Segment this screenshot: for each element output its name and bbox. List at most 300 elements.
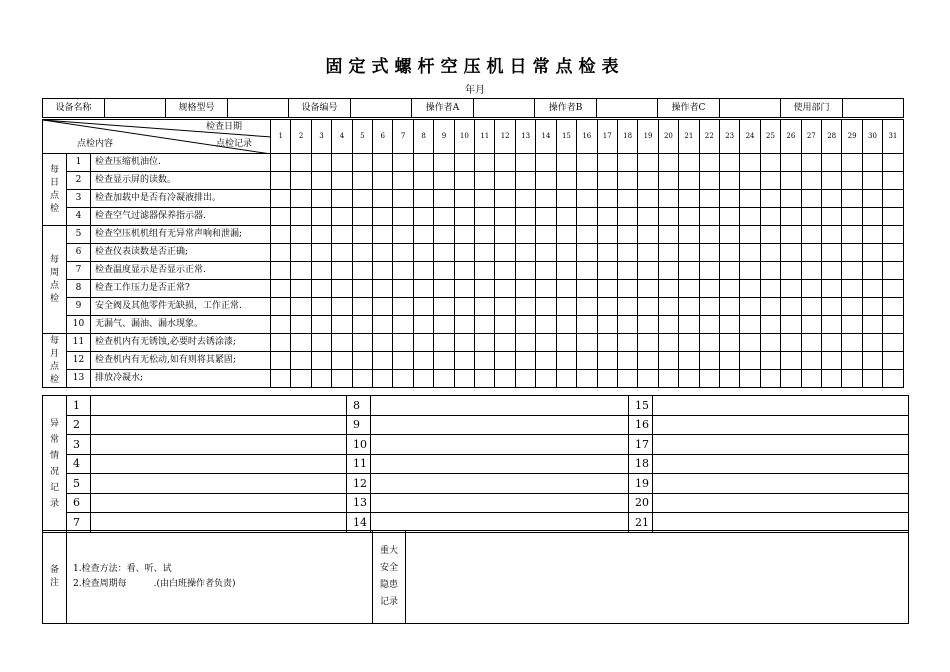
- day-check-cell[interactable]: [801, 226, 821, 244]
- day-check-cell[interactable]: [271, 190, 291, 208]
- day-check-cell[interactable]: [801, 280, 821, 298]
- day-check-cell[interactable]: [454, 334, 474, 352]
- day-check-cell[interactable]: [699, 298, 719, 316]
- day-check-cell[interactable]: [556, 262, 576, 280]
- day-check-cell[interactable]: [271, 208, 291, 226]
- day-check-cell[interactable]: [373, 190, 393, 208]
- day-check-cell[interactable]: [536, 298, 556, 316]
- day-check-cell[interactable]: [801, 316, 821, 334]
- day-check-cell[interactable]: [719, 208, 739, 226]
- abnormal-record-field[interactable]: [371, 474, 629, 494]
- day-check-cell[interactable]: [454, 280, 474, 298]
- day-check-cell[interactable]: [536, 280, 556, 298]
- day-check-cell[interactable]: [781, 262, 801, 280]
- day-check-cell[interactable]: [862, 172, 882, 190]
- abnormal-record-field[interactable]: [653, 474, 909, 494]
- abnormal-record-field[interactable]: [653, 454, 909, 474]
- day-check-cell[interactable]: [617, 280, 637, 298]
- header-value-field[interactable]: [843, 99, 904, 118]
- day-check-cell[interactable]: [515, 334, 535, 352]
- day-check-cell[interactable]: [862, 316, 882, 334]
- day-check-cell[interactable]: [515, 280, 535, 298]
- day-check-cell[interactable]: [617, 226, 637, 244]
- day-check-cell[interactable]: [821, 244, 841, 262]
- day-check-cell[interactable]: [515, 190, 535, 208]
- abnormal-record-field[interactable]: [371, 454, 629, 474]
- day-check-cell[interactable]: [740, 154, 760, 172]
- day-check-cell[interactable]: [577, 352, 597, 370]
- day-check-cell[interactable]: [495, 226, 515, 244]
- day-check-cell[interactable]: [638, 244, 658, 262]
- day-check-cell[interactable]: [311, 370, 331, 388]
- day-check-cell[interactable]: [883, 316, 903, 334]
- day-check-cell[interactable]: [454, 352, 474, 370]
- day-check-cell[interactable]: [393, 298, 413, 316]
- day-check-cell[interactable]: [515, 370, 535, 388]
- abnormal-record-field[interactable]: [371, 415, 629, 435]
- abnormal-record-field[interactable]: [91, 474, 347, 494]
- day-check-cell[interactable]: [842, 154, 862, 172]
- day-check-cell[interactable]: [373, 334, 393, 352]
- day-check-cell[interactable]: [883, 298, 903, 316]
- day-check-cell[interactable]: [271, 298, 291, 316]
- day-check-cell[interactable]: [658, 316, 678, 334]
- day-check-cell[interactable]: [393, 226, 413, 244]
- day-check-cell[interactable]: [434, 262, 454, 280]
- day-check-cell[interactable]: [556, 226, 576, 244]
- day-check-cell[interactable]: [617, 316, 637, 334]
- day-check-cell[interactable]: [475, 298, 495, 316]
- day-check-cell[interactable]: [679, 208, 699, 226]
- day-check-cell[interactable]: [536, 226, 556, 244]
- day-check-cell[interactable]: [454, 244, 474, 262]
- day-check-cell[interactable]: [658, 190, 678, 208]
- day-check-cell[interactable]: [821, 316, 841, 334]
- day-check-cell[interactable]: [413, 154, 433, 172]
- day-check-cell[interactable]: [883, 262, 903, 280]
- day-check-cell[interactable]: [413, 244, 433, 262]
- day-check-cell[interactable]: [475, 190, 495, 208]
- day-check-cell[interactable]: [781, 298, 801, 316]
- day-check-cell[interactable]: [679, 334, 699, 352]
- day-check-cell[interactable]: [719, 370, 739, 388]
- day-check-cell[interactable]: [413, 190, 433, 208]
- day-check-cell[interactable]: [515, 298, 535, 316]
- day-check-cell[interactable]: [862, 298, 882, 316]
- day-check-cell[interactable]: [760, 262, 780, 280]
- day-check-cell[interactable]: [536, 334, 556, 352]
- day-check-cell[interactable]: [842, 280, 862, 298]
- day-check-cell[interactable]: [699, 316, 719, 334]
- day-check-cell[interactable]: [679, 352, 699, 370]
- day-check-cell[interactable]: [658, 226, 678, 244]
- day-check-cell[interactable]: [352, 352, 372, 370]
- day-check-cell[interactable]: [413, 280, 433, 298]
- day-check-cell[interactable]: [883, 226, 903, 244]
- day-check-cell[interactable]: [862, 244, 882, 262]
- day-check-cell[interactable]: [536, 262, 556, 280]
- day-check-cell[interactable]: [332, 334, 352, 352]
- day-check-cell[interactable]: [719, 190, 739, 208]
- day-check-cell[interactable]: [577, 316, 597, 334]
- day-check-cell[interactable]: [577, 262, 597, 280]
- day-check-cell[interactable]: [760, 298, 780, 316]
- day-check-cell[interactable]: [495, 154, 515, 172]
- day-check-cell[interactable]: [617, 334, 637, 352]
- day-check-cell[interactable]: [311, 154, 331, 172]
- day-check-cell[interactable]: [332, 208, 352, 226]
- day-check-cell[interactable]: [556, 316, 576, 334]
- day-check-cell[interactable]: [821, 172, 841, 190]
- day-check-cell[interactable]: [434, 244, 454, 262]
- day-check-cell[interactable]: [454, 154, 474, 172]
- day-check-cell[interactable]: [291, 316, 311, 334]
- day-check-cell[interactable]: [658, 280, 678, 298]
- day-check-cell[interactable]: [475, 172, 495, 190]
- day-check-cell[interactable]: [495, 190, 515, 208]
- abnormal-record-field[interactable]: [653, 493, 909, 513]
- header-value-field[interactable]: [351, 99, 412, 118]
- abnormal-record-field[interactable]: [91, 454, 347, 474]
- day-check-cell[interactable]: [862, 154, 882, 172]
- day-check-cell[interactable]: [821, 370, 841, 388]
- day-check-cell[interactable]: [577, 244, 597, 262]
- day-check-cell[interactable]: [760, 154, 780, 172]
- day-check-cell[interactable]: [495, 244, 515, 262]
- day-check-cell[interactable]: [475, 334, 495, 352]
- day-check-cell[interactable]: [719, 280, 739, 298]
- day-check-cell[interactable]: [434, 298, 454, 316]
- day-check-cell[interactable]: [556, 298, 576, 316]
- day-check-cell[interactable]: [373, 262, 393, 280]
- day-check-cell[interactable]: [883, 370, 903, 388]
- day-check-cell[interactable]: [352, 172, 372, 190]
- day-check-cell[interactable]: [434, 172, 454, 190]
- day-check-cell[interactable]: [577, 154, 597, 172]
- day-check-cell[interactable]: [495, 298, 515, 316]
- day-check-cell[interactable]: [413, 370, 433, 388]
- day-check-cell[interactable]: [740, 298, 760, 316]
- day-check-cell[interactable]: [638, 298, 658, 316]
- day-check-cell[interactable]: [556, 154, 576, 172]
- day-check-cell[interactable]: [475, 280, 495, 298]
- day-check-cell[interactable]: [658, 370, 678, 388]
- day-check-cell[interactable]: [638, 190, 658, 208]
- day-check-cell[interactable]: [617, 370, 637, 388]
- day-check-cell[interactable]: [413, 226, 433, 244]
- day-check-cell[interactable]: [271, 244, 291, 262]
- header-value-field[interactable]: [105, 99, 166, 118]
- day-check-cell[interactable]: [434, 154, 454, 172]
- day-check-cell[interactable]: [821, 352, 841, 370]
- day-check-cell[interactable]: [658, 172, 678, 190]
- day-check-cell[interactable]: [597, 280, 617, 298]
- day-check-cell[interactable]: [332, 280, 352, 298]
- day-check-cell[interactable]: [271, 154, 291, 172]
- day-check-cell[interactable]: [658, 154, 678, 172]
- day-check-cell[interactable]: [781, 154, 801, 172]
- day-check-cell[interactable]: [332, 352, 352, 370]
- day-check-cell[interactable]: [679, 172, 699, 190]
- day-check-cell[interactable]: [760, 316, 780, 334]
- header-value-field[interactable]: [597, 99, 658, 118]
- day-check-cell[interactable]: [801, 298, 821, 316]
- day-check-cell[interactable]: [556, 208, 576, 226]
- day-check-cell[interactable]: [679, 154, 699, 172]
- day-check-cell[interactable]: [597, 262, 617, 280]
- day-check-cell[interactable]: [719, 262, 739, 280]
- day-check-cell[interactable]: [679, 316, 699, 334]
- day-check-cell[interactable]: [291, 226, 311, 244]
- day-check-cell[interactable]: [291, 334, 311, 352]
- day-check-cell[interactable]: [495, 334, 515, 352]
- day-check-cell[interactable]: [291, 298, 311, 316]
- day-check-cell[interactable]: [862, 226, 882, 244]
- day-check-cell[interactable]: [352, 280, 372, 298]
- day-check-cell[interactable]: [597, 226, 617, 244]
- day-check-cell[interactable]: [352, 298, 372, 316]
- day-check-cell[interactable]: [332, 316, 352, 334]
- day-check-cell[interactable]: [699, 334, 719, 352]
- day-check-cell[interactable]: [495, 208, 515, 226]
- day-check-cell[interactable]: [271, 370, 291, 388]
- day-check-cell[interactable]: [271, 280, 291, 298]
- day-check-cell[interactable]: [883, 208, 903, 226]
- day-check-cell[interactable]: [781, 316, 801, 334]
- day-check-cell[interactable]: [413, 334, 433, 352]
- day-check-cell[interactable]: [515, 262, 535, 280]
- day-check-cell[interactable]: [311, 208, 331, 226]
- day-check-cell[interactable]: [821, 154, 841, 172]
- day-check-cell[interactable]: [373, 370, 393, 388]
- day-check-cell[interactable]: [760, 334, 780, 352]
- day-check-cell[interactable]: [373, 226, 393, 244]
- day-check-cell[interactable]: [638, 154, 658, 172]
- day-check-cell[interactable]: [821, 190, 841, 208]
- day-check-cell[interactable]: [495, 316, 515, 334]
- day-check-cell[interactable]: [495, 172, 515, 190]
- day-check-cell[interactable]: [291, 352, 311, 370]
- day-check-cell[interactable]: [434, 334, 454, 352]
- day-check-cell[interactable]: [352, 226, 372, 244]
- day-check-cell[interactable]: [393, 280, 413, 298]
- abnormal-record-field[interactable]: [371, 493, 629, 513]
- day-check-cell[interactable]: [821, 280, 841, 298]
- day-check-cell[interactable]: [434, 316, 454, 334]
- day-check-cell[interactable]: [658, 352, 678, 370]
- day-check-cell[interactable]: [597, 244, 617, 262]
- header-value-field[interactable]: [228, 99, 289, 118]
- day-check-cell[interactable]: [332, 298, 352, 316]
- day-check-cell[interactable]: [597, 298, 617, 316]
- day-check-cell[interactable]: [740, 316, 760, 334]
- day-check-cell[interactable]: [495, 370, 515, 388]
- day-check-cell[interactable]: [617, 262, 637, 280]
- day-check-cell[interactable]: [740, 208, 760, 226]
- day-check-cell[interactable]: [801, 208, 821, 226]
- day-check-cell[interactable]: [740, 280, 760, 298]
- day-check-cell[interactable]: [536, 190, 556, 208]
- day-check-cell[interactable]: [393, 262, 413, 280]
- day-check-cell[interactable]: [454, 208, 474, 226]
- day-check-cell[interactable]: [393, 244, 413, 262]
- day-check-cell[interactable]: [781, 280, 801, 298]
- day-check-cell[interactable]: [760, 190, 780, 208]
- day-check-cell[interactable]: [597, 208, 617, 226]
- day-check-cell[interactable]: [740, 352, 760, 370]
- day-check-cell[interactable]: [332, 226, 352, 244]
- day-check-cell[interactable]: [556, 280, 576, 298]
- day-check-cell[interactable]: [556, 370, 576, 388]
- day-check-cell[interactable]: [373, 154, 393, 172]
- day-check-cell[interactable]: [434, 280, 454, 298]
- day-check-cell[interactable]: [842, 316, 862, 334]
- day-check-cell[interactable]: [393, 316, 413, 334]
- day-check-cell[interactable]: [842, 262, 862, 280]
- day-check-cell[interactable]: [475, 316, 495, 334]
- day-check-cell[interactable]: [515, 226, 535, 244]
- day-check-cell[interactable]: [597, 190, 617, 208]
- day-check-cell[interactable]: [699, 262, 719, 280]
- day-check-cell[interactable]: [536, 316, 556, 334]
- day-check-cell[interactable]: [311, 280, 331, 298]
- day-check-cell[interactable]: [373, 280, 393, 298]
- day-check-cell[interactable]: [842, 352, 862, 370]
- day-check-cell[interactable]: [699, 370, 719, 388]
- day-check-cell[interactable]: [536, 370, 556, 388]
- day-check-cell[interactable]: [556, 334, 576, 352]
- day-check-cell[interactable]: [332, 154, 352, 172]
- day-check-cell[interactable]: [862, 262, 882, 280]
- day-check-cell[interactable]: [271, 226, 291, 244]
- day-check-cell[interactable]: [883, 352, 903, 370]
- day-check-cell[interactable]: [475, 154, 495, 172]
- day-check-cell[interactable]: [862, 190, 882, 208]
- day-check-cell[interactable]: [291, 190, 311, 208]
- day-check-cell[interactable]: [679, 280, 699, 298]
- day-check-cell[interactable]: [821, 226, 841, 244]
- day-check-cell[interactable]: [454, 172, 474, 190]
- day-check-cell[interactable]: [801, 352, 821, 370]
- day-check-cell[interactable]: [781, 334, 801, 352]
- day-check-cell[interactable]: [699, 280, 719, 298]
- day-check-cell[interactable]: [393, 352, 413, 370]
- day-check-cell[interactable]: [495, 280, 515, 298]
- day-check-cell[interactable]: [536, 244, 556, 262]
- day-check-cell[interactable]: [577, 334, 597, 352]
- day-check-cell[interactable]: [719, 298, 739, 316]
- day-check-cell[interactable]: [699, 172, 719, 190]
- day-check-cell[interactable]: [495, 262, 515, 280]
- day-check-cell[interactable]: [311, 190, 331, 208]
- day-check-cell[interactable]: [638, 226, 658, 244]
- abnormal-record-field[interactable]: [653, 396, 909, 416]
- day-check-cell[interactable]: [577, 172, 597, 190]
- day-check-cell[interactable]: [475, 262, 495, 280]
- day-check-cell[interactable]: [842, 172, 862, 190]
- day-check-cell[interactable]: [271, 334, 291, 352]
- day-check-cell[interactable]: [434, 190, 454, 208]
- day-check-cell[interactable]: [617, 208, 637, 226]
- header-value-field[interactable]: [720, 99, 781, 118]
- day-check-cell[interactable]: [536, 172, 556, 190]
- day-check-cell[interactable]: [760, 280, 780, 298]
- day-check-cell[interactable]: [413, 172, 433, 190]
- day-check-cell[interactable]: [801, 370, 821, 388]
- day-check-cell[interactable]: [311, 262, 331, 280]
- day-check-cell[interactable]: [821, 334, 841, 352]
- day-check-cell[interactable]: [781, 352, 801, 370]
- day-check-cell[interactable]: [821, 262, 841, 280]
- day-check-cell[interactable]: [842, 190, 862, 208]
- abnormal-record-field[interactable]: [653, 415, 909, 435]
- day-check-cell[interactable]: [719, 244, 739, 262]
- day-check-cell[interactable]: [597, 316, 617, 334]
- day-check-cell[interactable]: [883, 154, 903, 172]
- day-check-cell[interactable]: [291, 172, 311, 190]
- day-check-cell[interactable]: [413, 298, 433, 316]
- day-check-cell[interactable]: [434, 352, 454, 370]
- day-check-cell[interactable]: [658, 208, 678, 226]
- day-check-cell[interactable]: [740, 226, 760, 244]
- day-check-cell[interactable]: [862, 334, 882, 352]
- day-check-cell[interactable]: [515, 244, 535, 262]
- day-check-cell[interactable]: [801, 190, 821, 208]
- day-check-cell[interactable]: [597, 352, 617, 370]
- day-check-cell[interactable]: [883, 334, 903, 352]
- day-check-cell[interactable]: [760, 370, 780, 388]
- day-check-cell[interactable]: [352, 334, 372, 352]
- day-check-cell[interactable]: [515, 316, 535, 334]
- day-check-cell[interactable]: [638, 172, 658, 190]
- day-check-cell[interactable]: [332, 244, 352, 262]
- day-check-cell[interactable]: [515, 172, 535, 190]
- day-check-cell[interactable]: [597, 370, 617, 388]
- day-check-cell[interactable]: [679, 190, 699, 208]
- day-check-cell[interactable]: [373, 244, 393, 262]
- day-check-cell[interactable]: [719, 334, 739, 352]
- day-check-cell[interactable]: [781, 208, 801, 226]
- day-check-cell[interactable]: [536, 352, 556, 370]
- day-check-cell[interactable]: [352, 154, 372, 172]
- day-check-cell[interactable]: [515, 154, 535, 172]
- day-check-cell[interactable]: [679, 370, 699, 388]
- day-check-cell[interactable]: [760, 244, 780, 262]
- day-check-cell[interactable]: [883, 244, 903, 262]
- day-check-cell[interactable]: [883, 190, 903, 208]
- day-check-cell[interactable]: [291, 280, 311, 298]
- day-check-cell[interactable]: [781, 370, 801, 388]
- day-check-cell[interactable]: [434, 208, 454, 226]
- day-check-cell[interactable]: [699, 352, 719, 370]
- day-check-cell[interactable]: [638, 208, 658, 226]
- day-check-cell[interactable]: [617, 352, 637, 370]
- day-check-cell[interactable]: [617, 298, 637, 316]
- day-check-cell[interactable]: [862, 352, 882, 370]
- day-check-cell[interactable]: [740, 370, 760, 388]
- day-check-cell[interactable]: [577, 208, 597, 226]
- day-check-cell[interactable]: [434, 226, 454, 244]
- day-check-cell[interactable]: [658, 334, 678, 352]
- day-check-cell[interactable]: [801, 334, 821, 352]
- day-check-cell[interactable]: [373, 298, 393, 316]
- hazard-record-field[interactable]: [406, 531, 909, 624]
- day-check-cell[interactable]: [842, 334, 862, 352]
- day-check-cell[interactable]: [679, 298, 699, 316]
- day-check-cell[interactable]: [719, 352, 739, 370]
- day-check-cell[interactable]: [311, 352, 331, 370]
- day-check-cell[interactable]: [393, 370, 413, 388]
